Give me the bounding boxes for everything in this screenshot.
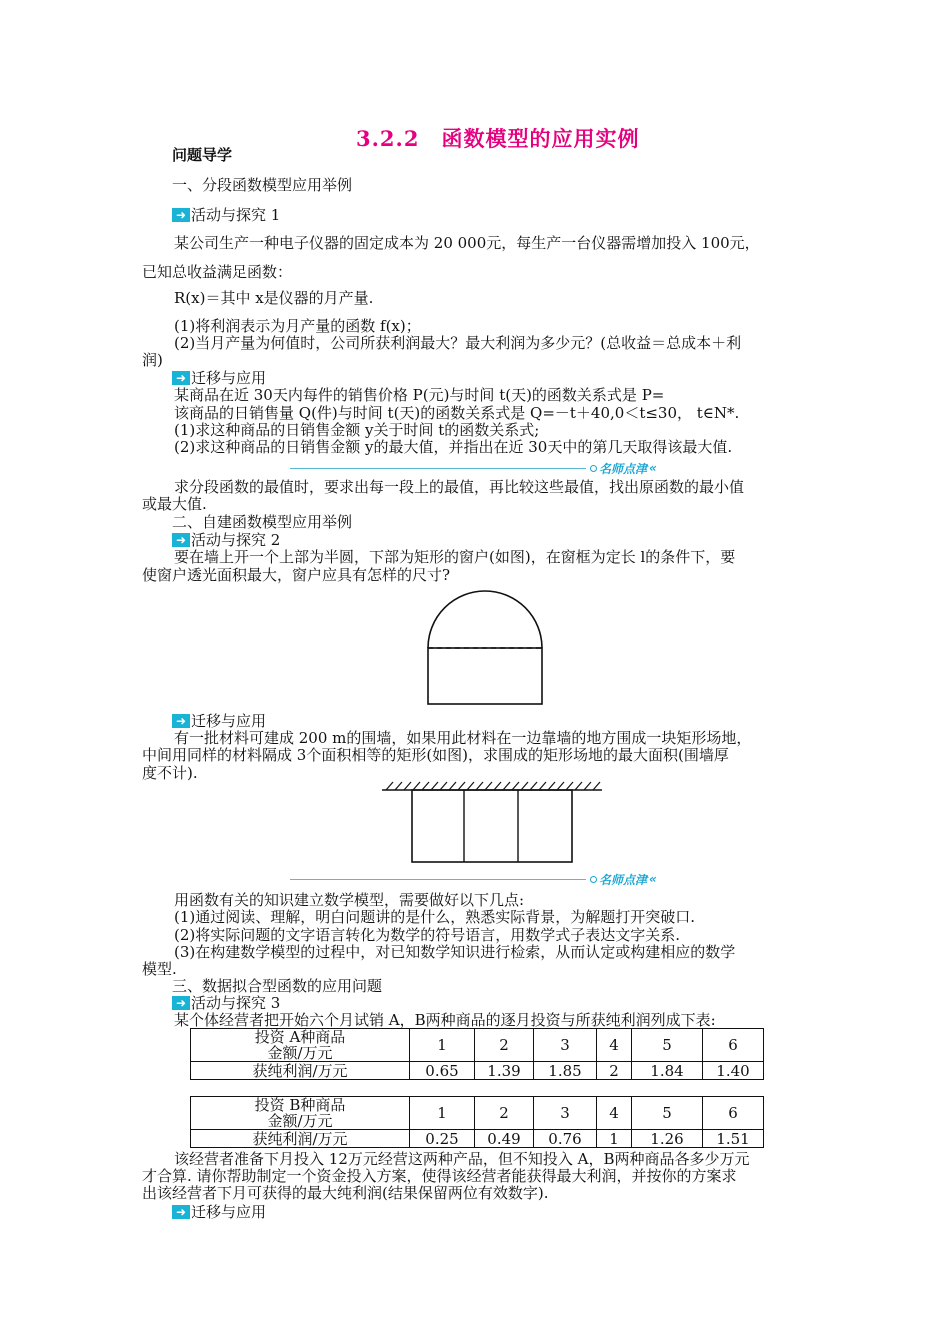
tip-banner-icon bbox=[290, 872, 657, 886]
tip-banner-label: 名师点津 bbox=[599, 872, 648, 887]
table-row bbox=[191, 1062, 764, 1080]
part2-activity-label: 活动与探究 2 bbox=[191, 531, 281, 549]
wall-hatch-mark bbox=[530, 782, 537, 790]
part1-activity bbox=[172, 206, 280, 224]
table-cell: 0.49 bbox=[475, 1130, 534, 1148]
table-cell: 6 bbox=[703, 1029, 764, 1062]
table-cell: 4 bbox=[597, 1097, 632, 1130]
table-cell: 1 bbox=[410, 1029, 475, 1062]
wall-hatch-mark bbox=[467, 782, 474, 790]
part2-transfer bbox=[172, 712, 266, 730]
wall-hatch-mark bbox=[485, 782, 492, 790]
wall-hatch-mark bbox=[422, 782, 429, 790]
part3-after-line3: 出该经营者下月可获得的最大纯利润(结果保留两位有效数字). bbox=[142, 1184, 549, 1202]
table-cell: 0.25 bbox=[410, 1130, 475, 1148]
table-cell: 0.76 bbox=[534, 1130, 597, 1148]
part1-problem-line2: 已知总收益满足函数： bbox=[142, 263, 293, 281]
tip-banner-tag bbox=[590, 871, 657, 888]
table-cell: 5 bbox=[632, 1097, 703, 1130]
arrow-right-icon: ➜ bbox=[172, 208, 190, 222]
part2-heading: 二、自建函数模型应用举例 bbox=[172, 513, 353, 531]
part1-transfer-line2: 该商品的日销售量 Q(件)与时间 t(天)的函数关系式是 Q=－t＋40,0＜t≤30， t∈N*. bbox=[174, 404, 740, 422]
table-cell: 1.39 bbox=[475, 1062, 534, 1080]
part3-transfer bbox=[172, 1203, 266, 1221]
table-b-head bbox=[191, 1097, 410, 1130]
arrow-right-icon: ➜ bbox=[172, 996, 190, 1010]
part1-question1: (1)将利润表示为月产量的函数 f(x)； bbox=[174, 317, 421, 335]
part1-transfer-label: 迁移与应用 bbox=[191, 369, 267, 387]
fence-figure bbox=[380, 778, 604, 866]
window-rectangle bbox=[428, 648, 542, 704]
wall-hatch-mark bbox=[566, 782, 573, 790]
part1-transfer-line3: (1)求这种商品的日销售金额 y关于时间 t的函数关系式; bbox=[174, 421, 540, 439]
part1-transfer bbox=[172, 369, 266, 387]
tip-banner-icon bbox=[290, 461, 657, 475]
part2-transfer-label: 迁移与应用 bbox=[191, 712, 267, 730]
wall-hatch-mark bbox=[404, 782, 411, 790]
wall-hatching bbox=[386, 782, 600, 790]
table-a-profit-label: 获纯利润/万元 bbox=[191, 1062, 410, 1080]
part3-activity bbox=[172, 994, 280, 1012]
wall-hatch-mark bbox=[593, 782, 600, 790]
table-cell: 2 bbox=[475, 1097, 534, 1130]
part3-heading: 三、数据拟合型函数的应用问题 bbox=[172, 977, 383, 995]
section-heading: 问题导学 bbox=[172, 146, 233, 164]
table-cell: 1.51 bbox=[703, 1130, 764, 1148]
table-cell: 4 bbox=[597, 1029, 632, 1062]
table-row bbox=[191, 1029, 764, 1062]
table-b-head-line2: 金额/万元 bbox=[267, 1112, 333, 1130]
part3-intro: 某个体经营者把开始六个月试销 A，B两种商品的逐月投资与所获纯利润列成下表: bbox=[174, 1011, 716, 1029]
part1-heading: 一、分段函数模型应用举例 bbox=[172, 176, 353, 194]
table-cell: 2 bbox=[597, 1062, 632, 1080]
double-chevron-left-icon: « bbox=[649, 461, 657, 475]
table-a-head-line1: 投资 A种商品 bbox=[254, 1028, 346, 1046]
table-cell: 1.84 bbox=[632, 1062, 703, 1080]
wall-hatch-mark bbox=[557, 782, 564, 790]
table-a-head-line2: 金额/万元 bbox=[267, 1044, 333, 1062]
part1-formula-line: R(x)＝其中 x是仪器的月产量. bbox=[174, 289, 374, 307]
arrow-right-icon: ➜ bbox=[172, 371, 190, 385]
wall-hatch-mark bbox=[413, 782, 420, 790]
wall-hatch-mark bbox=[395, 782, 402, 790]
part2-problem-line2: 使窗户透光面积最大，窗户应具有怎样的尺寸? bbox=[142, 566, 451, 584]
part2-tip-line2: (1)通过阅读、理解，明白问题讲的是什么，熟悉实际背景，为解题打开突破口. bbox=[174, 908, 696, 926]
part2-transfer-line3: 度不计). bbox=[142, 764, 198, 782]
wall-hatch-mark bbox=[458, 782, 465, 790]
wall-hatch-mark bbox=[449, 782, 456, 790]
table-cell: 5 bbox=[632, 1029, 703, 1062]
table-cell: 1 bbox=[410, 1097, 475, 1130]
fence-outer-rectangle bbox=[412, 790, 572, 862]
part2-tip-line1: 用函数有关的知识建立数学模型，需要做好以下几点: bbox=[174, 891, 525, 909]
part2-transfer-line2: 中间用同样的材料隔成 3个面积相等的矩形(如图)，求围成的矩形场地的最大面积(围墙厚 bbox=[142, 746, 729, 764]
table-cell: 0.65 bbox=[410, 1062, 475, 1080]
wall-hatch-mark bbox=[431, 782, 438, 790]
table-investment-b bbox=[190, 1096, 764, 1148]
part3-transfer-label: 迁移与应用 bbox=[191, 1203, 267, 1221]
table-a-head bbox=[191, 1029, 410, 1062]
part2-tip-line3: (2)将实际问题的文字语言转化为数学的符号语言，用数学式子表达文字关系. bbox=[174, 926, 681, 944]
part1-tip-line1: 求分段函数的最值时，要求出每一段上的最值，再比较这些最值，找出原函数的最小值 bbox=[174, 478, 745, 496]
wall-hatch-mark bbox=[494, 782, 501, 790]
table-cell: 6 bbox=[703, 1097, 764, 1130]
wall-hatch-mark bbox=[386, 782, 393, 790]
tip-dot-icon bbox=[590, 465, 597, 472]
arrow-right-icon: ➜ bbox=[172, 533, 190, 547]
table-cell: 2 bbox=[475, 1029, 534, 1062]
table-cell: 3 bbox=[534, 1029, 597, 1062]
table-cell: 1.26 bbox=[632, 1130, 703, 1148]
part3-after-line2: 才合算. 请你帮助制定一个资金投入方案，使得该经营者能获得最大利润，并按你的方案求 bbox=[142, 1167, 737, 1185]
table-cell: 1.40 bbox=[703, 1062, 764, 1080]
part2-activity bbox=[172, 531, 280, 549]
double-chevron-left-icon: « bbox=[649, 872, 657, 886]
part2-transfer-line1: 有一批材料可建成 200 m的围墙，如果用此材料在一边靠墙的地方围成一块矩形场地， bbox=[174, 729, 752, 747]
wall-hatch-mark bbox=[539, 782, 546, 790]
part2-tip-line5: 模型. bbox=[142, 960, 177, 978]
wall-hatch-mark bbox=[476, 782, 483, 790]
wall-hatch-mark bbox=[584, 782, 591, 790]
wall-hatch-mark bbox=[521, 782, 528, 790]
page-title: 3.2.2 函数模型的应用实例 bbox=[356, 126, 640, 151]
window-figure bbox=[420, 588, 550, 708]
wall-hatch-mark bbox=[503, 782, 510, 790]
window-semicircle bbox=[428, 591, 542, 648]
table-investment-a bbox=[190, 1028, 764, 1080]
part1-question2-line1: (2)当月产量为何值时，公司所获利润最大？最大利润为多少元？(总收益＝总成本＋利 bbox=[174, 334, 742, 352]
wall-hatch-mark bbox=[512, 782, 519, 790]
part1-tip-line2: 或最大值. bbox=[142, 495, 207, 513]
arrow-right-icon: ➜ bbox=[172, 714, 190, 728]
part3-activity-label: 活动与探究 3 bbox=[191, 994, 281, 1012]
table-row bbox=[191, 1130, 764, 1148]
part1-transfer-line4: (2)求这种商品的日销售金额 y的最大值，并指出在近 30天中的第几天取得该最大值. bbox=[174, 438, 733, 456]
tip-banner-line bbox=[290, 879, 586, 880]
part1-question2-line2: 润) bbox=[142, 351, 163, 369]
table-b-head-line1: 投资 B种商品 bbox=[254, 1096, 346, 1114]
table-cell: 1 bbox=[597, 1130, 632, 1148]
part2-tip-line4: (3)在构建数学模型的过程中，对已知数学知识进行检索，从而认定或构建相应的数学 bbox=[174, 943, 736, 961]
tip-banner-label: 名师点津 bbox=[599, 461, 648, 476]
table-b-profit-label: 获纯利润/万元 bbox=[191, 1130, 410, 1148]
table-cell: 1.85 bbox=[534, 1062, 597, 1080]
part2-problem-line1: 要在墙上开一个上部为半圆，下部为矩形的窗户(如图)，在窗框为定长 l的条件下，要 bbox=[174, 548, 736, 566]
table-row bbox=[191, 1097, 764, 1130]
arrow-right-icon: ➜ bbox=[172, 1205, 190, 1219]
tip-dot-icon bbox=[590, 876, 597, 883]
wall-hatch-mark bbox=[575, 782, 582, 790]
part1-activity-label: 活动与探究 1 bbox=[191, 206, 281, 224]
tip-banner-line bbox=[290, 468, 586, 469]
wall-hatch-mark bbox=[440, 782, 447, 790]
part1-problem-line1: 某公司生产一种电子仪器的固定成本为 20 000元，每生产一台仪器需增加投入 100元， bbox=[174, 234, 760, 252]
wall-hatch-mark bbox=[548, 782, 555, 790]
table-cell: 3 bbox=[534, 1097, 597, 1130]
part1-transfer-line1: 某商品在近 30天内每件的销售价格 P(元)与时间 t(天)的函数关系式是 P= bbox=[174, 386, 665, 404]
tip-banner-tag bbox=[590, 460, 657, 477]
part3-after-line1: 该经营者准备下月投入 12万元经营这两种产品，但不知投入 A，B两种商品各多少万元 bbox=[174, 1150, 750, 1168]
